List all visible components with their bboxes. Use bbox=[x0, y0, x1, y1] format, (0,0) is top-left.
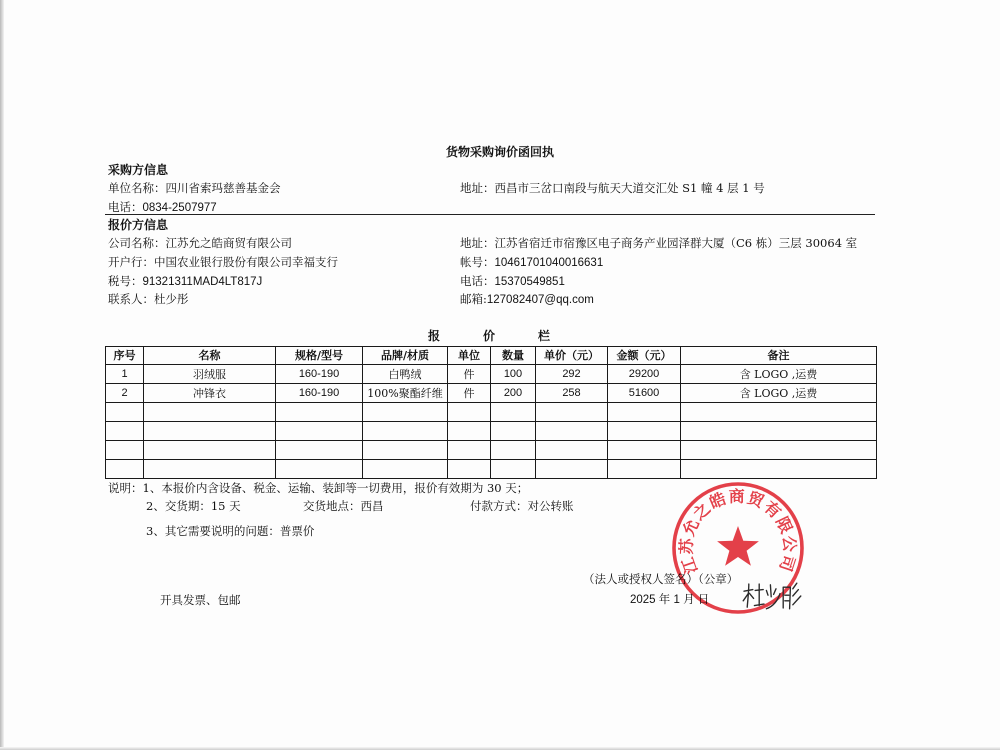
seller-email-value: 127082407@qq.com bbox=[486, 294, 594, 306]
buyer-address-label: 地址： bbox=[460, 181, 495, 195]
note-payment-method: 付款方式：对公转账 bbox=[470, 499, 574, 513]
cell-spec: 160-190 bbox=[276, 365, 363, 384]
signature-strokes bbox=[743, 583, 801, 609]
column-header-name: 名称 bbox=[144, 347, 276, 365]
column-header-brand: 品牌/材质 bbox=[363, 347, 448, 365]
cell-name bbox=[144, 422, 276, 441]
cell-spec bbox=[276, 460, 363, 479]
seller-bank bbox=[108, 255, 338, 269]
note-item-1: 1、本报价内含设备、税金、运输、装卸等一切费用，报价有效期为 30 天； bbox=[142, 481, 529, 495]
cell-remarks: 含 LOGO ,运费 bbox=[681, 365, 877, 384]
cell-brand bbox=[363, 422, 448, 441]
seller-contact bbox=[108, 292, 189, 306]
seller-contact-label: 联系人： bbox=[108, 292, 154, 306]
seller-address bbox=[460, 236, 857, 250]
cell-spec bbox=[276, 441, 363, 460]
table-row-empty bbox=[106, 460, 877, 479]
cell-quantity: 200 bbox=[491, 384, 536, 403]
seller-company-value: 江苏允之皓商贸有限公司 bbox=[165, 236, 292, 250]
buyer-phone-label: 电话： bbox=[108, 200, 143, 214]
cell-unit bbox=[448, 422, 491, 441]
note-delivery-period: 2、交货期：15 天 bbox=[146, 499, 241, 513]
seller-email-label: 邮箱: bbox=[460, 292, 487, 306]
column-header-remarks: 备注 bbox=[681, 347, 877, 365]
cell-index: 2 bbox=[106, 384, 144, 403]
seller-account bbox=[460, 255, 603, 270]
quote-section-heading: 报价栏 bbox=[428, 329, 594, 343]
buyer-address-value: 西昌市三岔口南段与航天大道交汇处 S1 幢 4 层 1 号 bbox=[494, 181, 765, 195]
seal-star-icon bbox=[717, 526, 759, 566]
cell-index bbox=[106, 403, 144, 422]
buyer-phone-value: 0834-2507977 bbox=[142, 202, 217, 214]
note-item-3: 3、其它需要说明的问题：普票价 bbox=[146, 524, 315, 538]
column-header-quantity: 数量 bbox=[491, 347, 536, 365]
table-row-empty bbox=[106, 403, 877, 422]
cell-name: 冲锋衣 bbox=[144, 384, 276, 403]
note-line-1 bbox=[108, 481, 528, 495]
column-header-amount: 金额（元） bbox=[608, 347, 681, 365]
seller-account-value: 10461701040016631 bbox=[494, 257, 604, 269]
cell-index bbox=[106, 460, 144, 479]
column-header-index: 序号 bbox=[106, 347, 144, 365]
quote-table-header bbox=[106, 347, 877, 365]
buyer-unit-label: 单位名称： bbox=[108, 181, 166, 195]
cell-name: 羽绒服 bbox=[144, 365, 276, 384]
cell-amount bbox=[608, 460, 681, 479]
cell-quantity bbox=[491, 460, 536, 479]
cell-name bbox=[144, 403, 276, 422]
seller-phone-value: 15370549851 bbox=[494, 276, 565, 288]
cell-index bbox=[106, 422, 144, 441]
seller-email bbox=[460, 292, 594, 307]
cell-unit bbox=[448, 403, 491, 422]
seller-tax-label: 税号： bbox=[108, 274, 143, 288]
cell-unit-price bbox=[536, 460, 608, 479]
cell-remarks: 含 LOGO ,运费 bbox=[681, 384, 877, 403]
cell-brand bbox=[363, 460, 448, 479]
cell-quantity bbox=[491, 403, 536, 422]
quote-table-body bbox=[106, 365, 877, 479]
seal-company-textpath: 江苏允之皓商贸有限公司 bbox=[676, 486, 800, 577]
column-header-spec: 规格/型号 bbox=[276, 347, 363, 365]
seller-company bbox=[108, 236, 292, 250]
cell-brand: 白鸭绒 bbox=[363, 365, 448, 384]
cell-index bbox=[106, 441, 144, 460]
table-row bbox=[106, 384, 877, 403]
table-row-empty bbox=[106, 422, 877, 441]
cell-remarks bbox=[681, 422, 877, 441]
scan-edge-left bbox=[0, 0, 4, 750]
cell-unit bbox=[448, 460, 491, 479]
cell-brand bbox=[363, 403, 448, 422]
seller-phone-label: 电话： bbox=[460, 274, 495, 288]
seller-bank-label: 开户行： bbox=[108, 255, 154, 269]
cell-spec bbox=[276, 422, 363, 441]
seller-address-label: 地址： bbox=[460, 236, 495, 250]
cell-amount bbox=[608, 441, 681, 460]
buyer-unit-value: 四川省索玛慈善基金会 bbox=[165, 181, 281, 195]
cell-quantity: 100 bbox=[491, 365, 536, 384]
cell-brand bbox=[363, 441, 448, 460]
buyer-unit-name bbox=[108, 181, 281, 195]
cell-unit-price bbox=[536, 441, 608, 460]
table-row bbox=[106, 365, 877, 384]
buyer-address bbox=[460, 181, 765, 195]
cell-spec: 160-190 bbox=[276, 384, 363, 403]
cell-spec bbox=[276, 403, 363, 422]
seller-bank-value: 中国农业银行股份有限公司幸福支行 bbox=[154, 255, 338, 269]
seller-phone bbox=[460, 274, 565, 289]
cell-name bbox=[144, 441, 276, 460]
cell-amount: 51600 bbox=[608, 384, 681, 403]
cell-unit: 件 bbox=[448, 365, 491, 384]
sign-date: 2025 年 1 月 日 bbox=[630, 594, 710, 606]
cell-amount: 29200 bbox=[608, 365, 681, 384]
column-header-unit-price: 单价（元） bbox=[536, 347, 608, 365]
cell-amount bbox=[608, 422, 681, 441]
quote-table bbox=[105, 346, 877, 479]
signer-caption: （法人或授权人签名）（公章） bbox=[583, 572, 739, 586]
cell-name bbox=[144, 460, 276, 479]
cell-remarks bbox=[681, 403, 877, 422]
cell-quantity bbox=[491, 441, 536, 460]
buyer-section-heading: 采购方信息 bbox=[108, 163, 169, 177]
seller-section-heading: 报价方信息 bbox=[108, 218, 169, 232]
cell-brand: 100%聚酯纤维 bbox=[363, 384, 448, 403]
cell-remarks bbox=[681, 460, 877, 479]
table-row-empty bbox=[106, 441, 877, 460]
document-title: 货物采购询价函回执 bbox=[445, 145, 554, 159]
cell-remarks bbox=[681, 441, 877, 460]
invoice-note: 开具发票、包邮 bbox=[160, 593, 241, 607]
cell-unit-price bbox=[536, 422, 608, 441]
column-header-unit: 单位 bbox=[448, 347, 491, 365]
header-row bbox=[106, 347, 877, 365]
seller-tax-id bbox=[108, 274, 262, 289]
cell-unit-price: 292 bbox=[536, 365, 608, 384]
buyer-phone bbox=[108, 200, 217, 215]
seller-company-label: 公司名称： bbox=[108, 236, 166, 250]
cell-unit-price: 258 bbox=[536, 384, 608, 403]
seller-tax-value: 91321311MAD4LT817J bbox=[142, 276, 263, 288]
cell-quantity bbox=[491, 422, 536, 441]
seller-account-label: 帐号： bbox=[460, 255, 495, 269]
note-delivery-place: 交货地点：西昌 bbox=[303, 499, 384, 513]
section-divider bbox=[105, 214, 875, 215]
cell-amount bbox=[608, 403, 681, 422]
signature bbox=[740, 579, 804, 613]
cell-unit: 件 bbox=[448, 384, 491, 403]
seller-contact-value: 杜少彤 bbox=[154, 292, 189, 306]
notes-label: 说明： bbox=[108, 481, 143, 495]
seller-address-value: 江苏省宿迁市宿豫区电子商务产业园泽群大厦（C6 栋）三层 30064 室 bbox=[494, 236, 858, 250]
cell-unit bbox=[448, 441, 491, 460]
cell-unit-price bbox=[536, 403, 608, 422]
cell-index: 1 bbox=[106, 365, 144, 384]
